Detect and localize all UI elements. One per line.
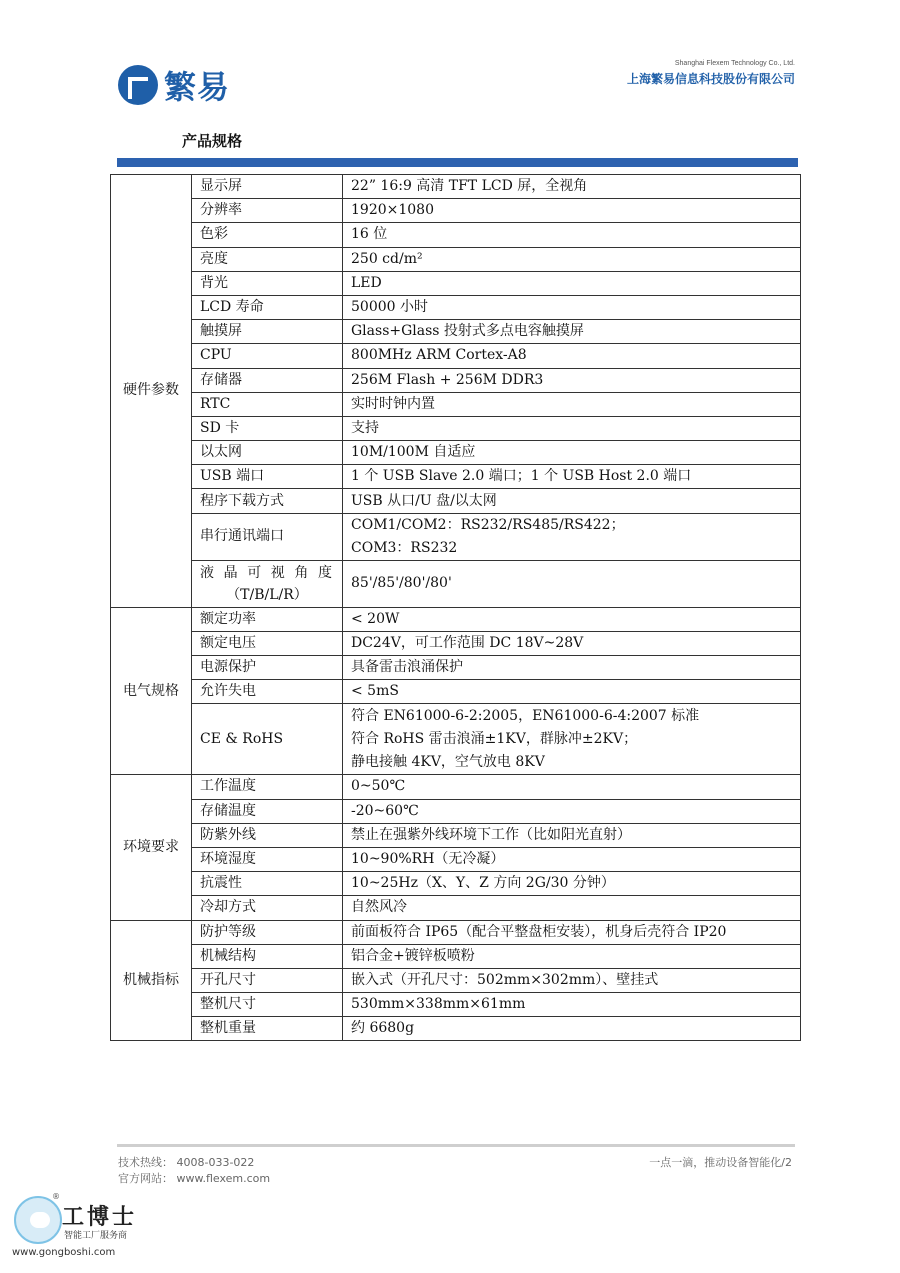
spec-value bbox=[343, 513, 801, 560]
spec-name: RTC bbox=[192, 392, 343, 416]
spec-name: 分辨率 bbox=[192, 199, 343, 223]
table-row bbox=[111, 560, 801, 607]
gongboshi-watermark bbox=[8, 1192, 168, 1267]
spec-name: LCD 寿命 bbox=[192, 295, 343, 319]
footer-divider bbox=[117, 1144, 795, 1147]
table-row bbox=[111, 968, 801, 992]
spec-value: < 20W bbox=[343, 607, 801, 631]
category-electrical: 电气规格 bbox=[111, 607, 192, 775]
table-row bbox=[111, 872, 801, 896]
ce-value-line-3: 静电接触 4KV，空气放电 8KV bbox=[351, 753, 545, 770]
spec-name: 防护等级 bbox=[192, 920, 343, 944]
spec-value: 禁止在强紫外线环境下工作（比如阳光直射） bbox=[343, 823, 801, 847]
table-row bbox=[111, 944, 801, 968]
spec-name: 额定电压 bbox=[192, 631, 343, 655]
company-name-en: Shanghai Flexem Technology Co., Ltd. bbox=[674, 60, 795, 67]
table-row bbox=[111, 416, 801, 440]
spec-value: Glass+Glass 投射式多点电容触摸屏 bbox=[343, 320, 801, 344]
table-row bbox=[111, 271, 801, 295]
category-mechanical: 机械指标 bbox=[111, 920, 192, 1041]
table-row bbox=[111, 656, 801, 680]
table-row bbox=[111, 489, 801, 513]
table-row bbox=[111, 607, 801, 631]
table-row bbox=[111, 896, 801, 920]
spec-value: 铝合金+镀锌板喷粉 bbox=[343, 944, 801, 968]
spec-name: 背光 bbox=[192, 271, 343, 295]
spec-name: 程序下载方式 bbox=[192, 489, 343, 513]
spec-name: 以太网 bbox=[192, 441, 343, 465]
footer-hotline: 技术热线： 4008-033-022 bbox=[118, 1156, 255, 1169]
flexem-logo bbox=[118, 62, 230, 108]
spec-name: 触摸屏 bbox=[192, 320, 343, 344]
table-row bbox=[111, 993, 801, 1017]
spec-value: 实时时钟内置 bbox=[343, 392, 801, 416]
spec-value bbox=[343, 704, 801, 775]
spec-name: 工作温度 bbox=[192, 775, 343, 799]
spec-name: 允许失电 bbox=[192, 680, 343, 704]
category-hardware: 硬件参数 bbox=[111, 175, 192, 608]
spec-table bbox=[110, 174, 801, 1041]
spec-value: LED bbox=[343, 271, 801, 295]
table-row bbox=[111, 513, 801, 560]
spec-value: 10~25Hz（X、Y、Z 方向 2G/30 分钟） bbox=[343, 872, 801, 896]
table-row bbox=[111, 295, 801, 319]
table-row bbox=[111, 199, 801, 223]
table-row bbox=[111, 344, 801, 368]
spec-name: USB 端口 bbox=[192, 465, 343, 489]
spec-value: -20~60℃ bbox=[343, 799, 801, 823]
watermark-subtitle: 智能工厂服务商 bbox=[64, 1231, 128, 1241]
table-row bbox=[111, 223, 801, 247]
spec-value: 自然风冷 bbox=[343, 896, 801, 920]
spec-value: 800MHz ARM Cortex-A8 bbox=[343, 344, 801, 368]
table-row bbox=[111, 368, 801, 392]
table-row bbox=[111, 704, 801, 775]
spec-name: 额定功率 bbox=[192, 607, 343, 631]
spec-name: 抗震性 bbox=[192, 872, 343, 896]
ce-value-line-2: 符合 RoHS 雷击浪涌±1KV，群脉冲±2KV； bbox=[351, 730, 638, 747]
table-row bbox=[111, 247, 801, 271]
spec-value: 16 位 bbox=[343, 223, 801, 247]
spec-name: CPU bbox=[192, 344, 343, 368]
robot-mascot-icon bbox=[14, 1196, 62, 1244]
table-row bbox=[111, 320, 801, 344]
flexem-logo-icon bbox=[118, 65, 158, 105]
watermark-brand: 工博士 bbox=[62, 1204, 138, 1230]
spec-value: 256M Flash + 256M DDR3 bbox=[343, 368, 801, 392]
spec-name: CE & RoHS bbox=[192, 704, 343, 775]
viewing-angle-sublabel: （T/B/L/R） bbox=[226, 586, 308, 603]
registered-mark: ® bbox=[52, 1192, 60, 1201]
table-row bbox=[111, 392, 801, 416]
spec-name: 显示屏 bbox=[192, 175, 343, 199]
robot-face bbox=[30, 1212, 50, 1228]
spec-name: 整机重量 bbox=[192, 1017, 343, 1041]
spec-value: 85'/85'/80'/80' bbox=[343, 560, 801, 607]
viewing-angle-label: 液晶可视角度 bbox=[200, 564, 334, 581]
footer-slogan: 一点一滴，推动设备智能化/2 bbox=[649, 1156, 792, 1169]
spec-value: USB 从口/U 盘/以太网 bbox=[343, 489, 801, 513]
spec-name: 机械结构 bbox=[192, 944, 343, 968]
table-row bbox=[111, 680, 801, 704]
logo-text: 繁易 bbox=[164, 68, 231, 106]
table-row bbox=[111, 1017, 801, 1041]
watermark-url[interactable]: www.gongboshi.com bbox=[12, 1247, 116, 1258]
spec-value: 10M/100M 自适应 bbox=[343, 441, 801, 465]
spec-name: 冷却方式 bbox=[192, 896, 343, 920]
spec-name: 色彩 bbox=[192, 223, 343, 247]
company-name-cn: 上海繁易信息科技股份有限公司 bbox=[626, 72, 795, 86]
spec-value: 具备雷击浪涌保护 bbox=[343, 656, 801, 680]
spec-name: 开孔尺寸 bbox=[192, 968, 343, 992]
spec-name: 电源保护 bbox=[192, 656, 343, 680]
title-divider-bar bbox=[117, 158, 798, 167]
spec-value: 1920×1080 bbox=[343, 199, 801, 223]
spec-value: 530mm×338mm×61mm bbox=[343, 993, 801, 1017]
spec-name: SD 卡 bbox=[192, 416, 343, 440]
category-environment: 环境要求 bbox=[111, 775, 192, 920]
serial-value-line-2: COM3：RS232 bbox=[351, 539, 458, 556]
table-row bbox=[111, 920, 801, 944]
spec-name: 防紫外线 bbox=[192, 823, 343, 847]
spec-name: 亮度 bbox=[192, 247, 343, 271]
spec-name: 整机尺寸 bbox=[192, 993, 343, 1017]
spec-value: 22” 16:9 高清 TFT LCD 屏，全视角 bbox=[343, 175, 801, 199]
section-title: 产品规格 bbox=[182, 132, 243, 150]
spec-value: 前面板符合 IP65（配合平整盘柜安装），机身后壳符合 IP20 bbox=[343, 920, 801, 944]
spec-value: 0~50℃ bbox=[343, 775, 801, 799]
spec-value: 10~90%RH（无冷凝） bbox=[343, 847, 801, 871]
footer-website[interactable]: 官方网站： www.flexem.com bbox=[118, 1172, 271, 1185]
spec-value: 嵌入式（开孔尺寸：502mm×302mm）、壁挂式 bbox=[343, 968, 801, 992]
table-row bbox=[111, 465, 801, 489]
ce-value-line-1: 符合 EN61000-6-2:2005，EN61000-6-4:2007 标准 bbox=[351, 707, 700, 724]
spec-value: 250 cd/m² bbox=[343, 247, 801, 271]
spec-value: DC24V，可工作范围 DC 18V~28V bbox=[343, 631, 801, 655]
spec-name: 存储温度 bbox=[192, 799, 343, 823]
spec-value: 约 6680g bbox=[343, 1017, 801, 1041]
table-row bbox=[111, 823, 801, 847]
table-row bbox=[111, 631, 801, 655]
footer-contact bbox=[118, 1155, 270, 1187]
spec-value: 1 个 USB Slave 2.0 端口；1 个 USB Host 2.0 端口 bbox=[343, 465, 801, 489]
table-row bbox=[111, 175, 801, 199]
serial-value-line-1: COM1/COM2：RS232/RS485/RS422； bbox=[351, 516, 625, 533]
spec-value: < 5mS bbox=[343, 680, 801, 704]
spec-name bbox=[192, 560, 343, 607]
spec-value: 支持 bbox=[343, 416, 801, 440]
spec-value: 50000 小时 bbox=[343, 295, 801, 319]
table-row bbox=[111, 799, 801, 823]
table-row bbox=[111, 775, 801, 799]
spec-name: 存储器 bbox=[192, 368, 343, 392]
spec-name: 串行通讯端口 bbox=[192, 513, 343, 560]
table-row bbox=[111, 441, 801, 465]
spec-name: 环境湿度 bbox=[192, 847, 343, 871]
table-row bbox=[111, 847, 801, 871]
